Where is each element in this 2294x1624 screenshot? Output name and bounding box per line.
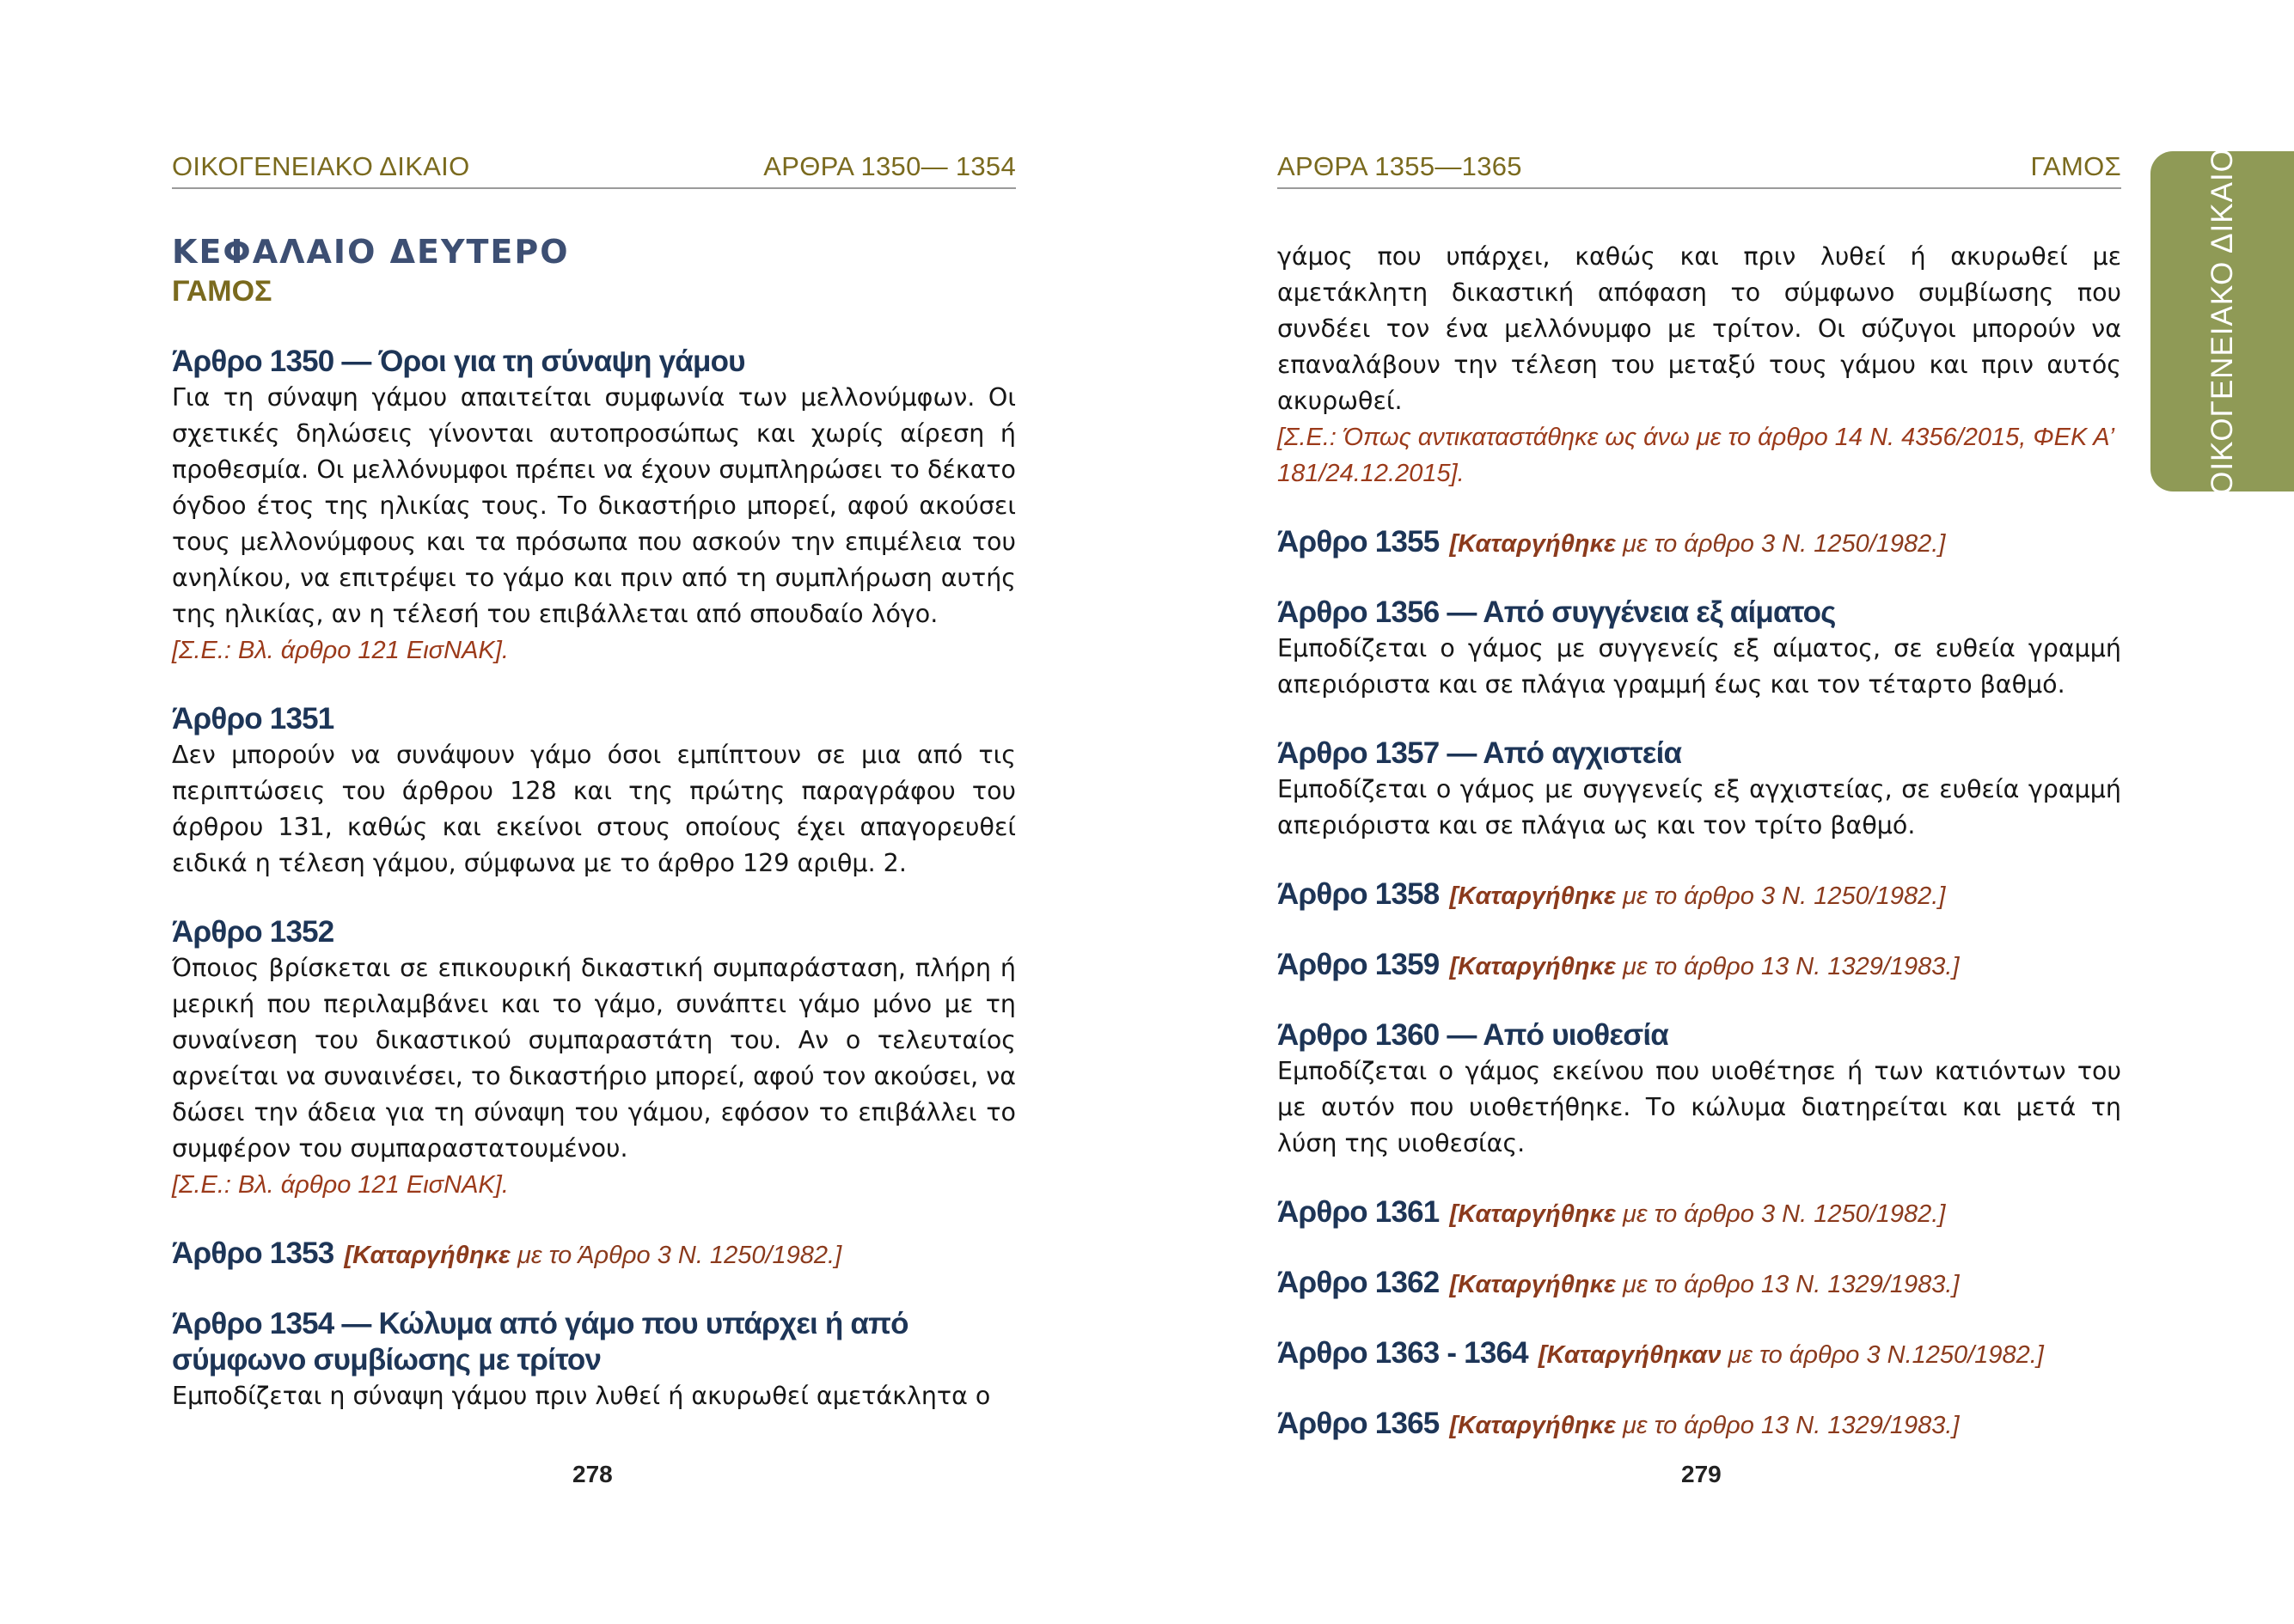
article-heading: Άρθρο 1365 [1277,1407,1440,1440]
article-1354 [172,1306,1016,1414]
article-heading: Άρθρο 1354 — Κώλυμα από γάμο που υπάρχει ή από σύμφωνο συμβίωσης με τρίτον [172,1307,908,1377]
article-text: γάμος που υπάρχει, καθώς και πριν λυθεί ή ακυρωθεί με αμετάκλητη δικαστική απόφαση το σύμφωνο συμβίωσης που συνδέει τον ένα μελλόνυμφο με τρίτον. Οι σύζυγοι μπορούν να επαναλάβουν την τέλεση του μεταξύ τους γάμου και πριν αυτός ακυρωθεί. [1277,242,2121,415]
article-heading-line [1277,1265,2121,1303]
left-body [172,230,1016,1447]
repealed-note [1449,953,1959,980]
right-page [1147,0,2294,1624]
repealed-label: [Καταργήθηκε [1449,1412,1616,1439]
article-text: Εμποδίζεται ο γάμος εκείνου που υιοθέτησε ή των κατιόντων του με αυτόν που υιοθετήθηκε. Το κώλυμα διατηρείται και μετά τη λύση της υιοθεσίας. [1277,1057,2121,1157]
repealed-note [1449,530,1945,558]
article-heading: Άρθρο 1355 [1277,525,1440,559]
article-heading: Άρθρο 1358 [1277,877,1440,911]
article-heading-line [1277,524,2121,562]
article-text: Για τη σύναψη γάμου απαιτείται συμφωνία των μελλονύμφων. Οι σχετικές δηλώσεις γίνονται αυτοπροσώπως και χωρίς αίρεση ή προθεσμία. Οι μελλόνυμφοι πρέπει να έχουν συμπληρώσει το δέκατο όγδοο έτος της ηλικίας τους. Το δικαστήριο μπορεί, αφού ακούσει τους μελλονύμφους και τα πρόσωπα που ασκούν την επιμέλεια του ανηλίκου, να επιτρέψει το γάμο και πριν από τη συμπλήρωση αυτής της ηλικίας, αν η τέλεσή του επιβάλλεται από σπουδαίο λόγο. [172,383,1016,628]
article-heading: Άρθρο 1362 [1277,1266,1440,1299]
repealed-label: [Καταργήθηκε [1449,882,1616,910]
article-1353 [172,1236,1016,1273]
article-heading: Άρθρο 1363 - 1364 [1277,1336,1528,1370]
repealed-note [344,1242,841,1269]
repealed-ref: με το άρθρο 3 Ν. 1250/1982.] [1615,530,1946,558]
repealed-label: [Καταργήθηκε [1449,953,1616,980]
article-heading: Άρθρο 1356 — Από συγγένεια εξ αίματος [1277,595,1836,629]
chapter-subtitle: ΓΑΜΟΣ [172,275,272,308]
side-tab-label: ΟΙΚΟΓΕΝΕΙΑΚΟ ΔΙΚΑΙΟ [2205,148,2239,495]
article-text: Εμποδίζεται ο γάμος με συγγενείς εξ αγχιστείας, σε ευθεία γραμμή απεριόριστα και σε πλάγια ως και τον τρίτο βαθμό. [1277,775,2121,839]
article-heading: Άρθρο 1350 — Όροι για τη σύναψη γάμου [172,345,745,378]
editor-note: [Σ.Ε.: Όπως αντικαταστάθηκε ως άνω με το άρθρο 14 Ν. 4356/2015, ΦΕΚ Α’ 181/24.12.2015]. [1277,424,2114,487]
article-heading: Άρθρο 1353 [172,1236,334,1270]
editor-note: [Σ.Ε.: Βλ. άρθρο 121 ΕισΝΑΚ]. [172,1171,509,1199]
article-1350 [172,344,1016,669]
repealed-ref: με το άρθρο 13 Ν. 1329/1983.] [1615,1271,1960,1298]
repealed-label: [Καταργήθηκαν [1538,1341,1722,1369]
repealed-note [1539,1341,2044,1369]
repealed-ref: με το Άρθρο 3 Ν. 1250/1982.] [510,1242,842,1269]
right-body [1277,239,2121,1476]
repealed-ref: με το άρθρο 3 Ν.1250/1982.] [1721,1341,2044,1369]
chapter-title: ΚΕΦΑΛΑΙΟ ΔΕΥΤΕΡΟ [172,233,570,271]
article-1359 [1277,947,2121,985]
article-heading-line [1277,1406,2121,1444]
article-heading-line [1277,876,2121,914]
page-number: 278 [572,1461,613,1487]
repealed-note [1449,882,1945,910]
page-number: 279 [1681,1461,1722,1487]
repealed-label: [Καταργήθηκε [344,1242,511,1269]
article-1360 [1277,1017,2121,1162]
repealed-note [1449,1412,1959,1439]
article-heading: Άρθρο 1352 [172,915,334,949]
running-head [1277,151,2121,189]
article-1355 [1277,524,2121,562]
article-heading: Άρθρο 1351 [172,702,334,736]
article-1361 [1277,1194,2121,1232]
repealed-label: [Καταργήθηκε [1449,1200,1616,1228]
running-head-left: ΟΙΚΟΓΕΝΕΙΑΚΟ ΔΙΚΑΙΟ [172,151,470,181]
article-heading-line [1277,1335,2121,1373]
article-heading: Άρθρο 1357 — Από αγχιστεία [1277,736,1682,770]
article-1356 [1277,595,2121,703]
article-1365 [1277,1406,2121,1444]
running-head [172,151,1016,189]
article-1352 [172,914,1016,1203]
running-head-right: ΓΑΜΟΣ [2030,151,2121,181]
repealed-ref: με το άρθρο 3 Ν. 1250/1982.] [1615,882,1946,910]
article-heading: Άρθρο 1359 [1277,948,1440,981]
section-side-tab [2150,148,2294,495]
article-heading-line [172,1236,1016,1273]
repealed-note [1449,1200,1945,1228]
article-text: Εμποδίζεται ο γάμος με συγγενείς εξ αίματος, σε ευθεία γραμμή απεριόριστα και σε πλάγια γραμμή έως και τον τέταρτο βαθμό. [1277,634,2121,699]
article-heading: Άρθρο 1360 — Από υιοθεσία [1277,1018,1668,1052]
article-1363-1364 [1277,1335,2121,1373]
article-text: Εμποδίζεται η σύναψη γάμου πριν λυθεί ή ακυρωθεί αμετάκλητα ο [172,1382,991,1410]
article-text: Όποιος βρίσκεται σε επικουρική δικαστική συμπαράσταση, πλήρη ή μερική που περιλαμβάνει και το γάμο, συνάπτει γάμο μόνο με τη συναίνεση του δικαστικού συμπαραστάτη του. Αν ο τελευταίος αρνείται να συναινέσει, το δικαστήριο μπορεί, αφού τον ακούσει, να δώσει την άδεια για τη σύναψη του γάμου, εφόσον το επιβάλλει το συμφέρον του συμπαραστατουμένου. [172,954,1016,1163]
repealed-ref: με το άρθρο 13 Ν. 1329/1983.] [1615,953,1960,980]
editor-note: [Σ.Ε.: Βλ. άρθρο 121 ΕισΝΑΚ]. [172,637,509,664]
article-1354-continued [1277,239,2121,491]
article-heading: Άρθρο 1361 [1277,1195,1440,1229]
running-head-right: ΑΡΘΡΑ 1350— 1354 [763,151,1016,181]
repealed-note [1449,1271,1959,1298]
article-heading-line [1277,947,2121,985]
article-1358 [1277,876,2121,914]
article-text: Δεν μπορούν να συνάψουν γάμο όσοι εμπίπτουν σε μια από τις περιπτώσεις του άρθρου 128 και της πρώτης παραγράφου του άρθρου 131, καθώς και εκείνοι στους οποίους έχει απαγορευθεί ειδικά η τέλεση γάμου, σύμφωνα με το άρθρο 129 αριθμ. 2. [172,741,1016,877]
running-head-left: ΑΡΘΡΑ 1355—1365 [1277,151,1522,181]
repealed-ref: με το άρθρο 3 Ν. 1250/1982.] [1615,1200,1946,1228]
article-1351 [172,701,1016,882]
article-1357 [1277,736,2121,844]
repealed-label: [Καταργήθηκε [1449,1271,1616,1298]
repealed-ref: με το άρθρο 13 Ν. 1329/1983.] [1615,1412,1960,1439]
article-heading-line [1277,1194,2121,1232]
repealed-label: [Καταργήθηκε [1449,530,1616,558]
article-1362 [1277,1265,2121,1303]
